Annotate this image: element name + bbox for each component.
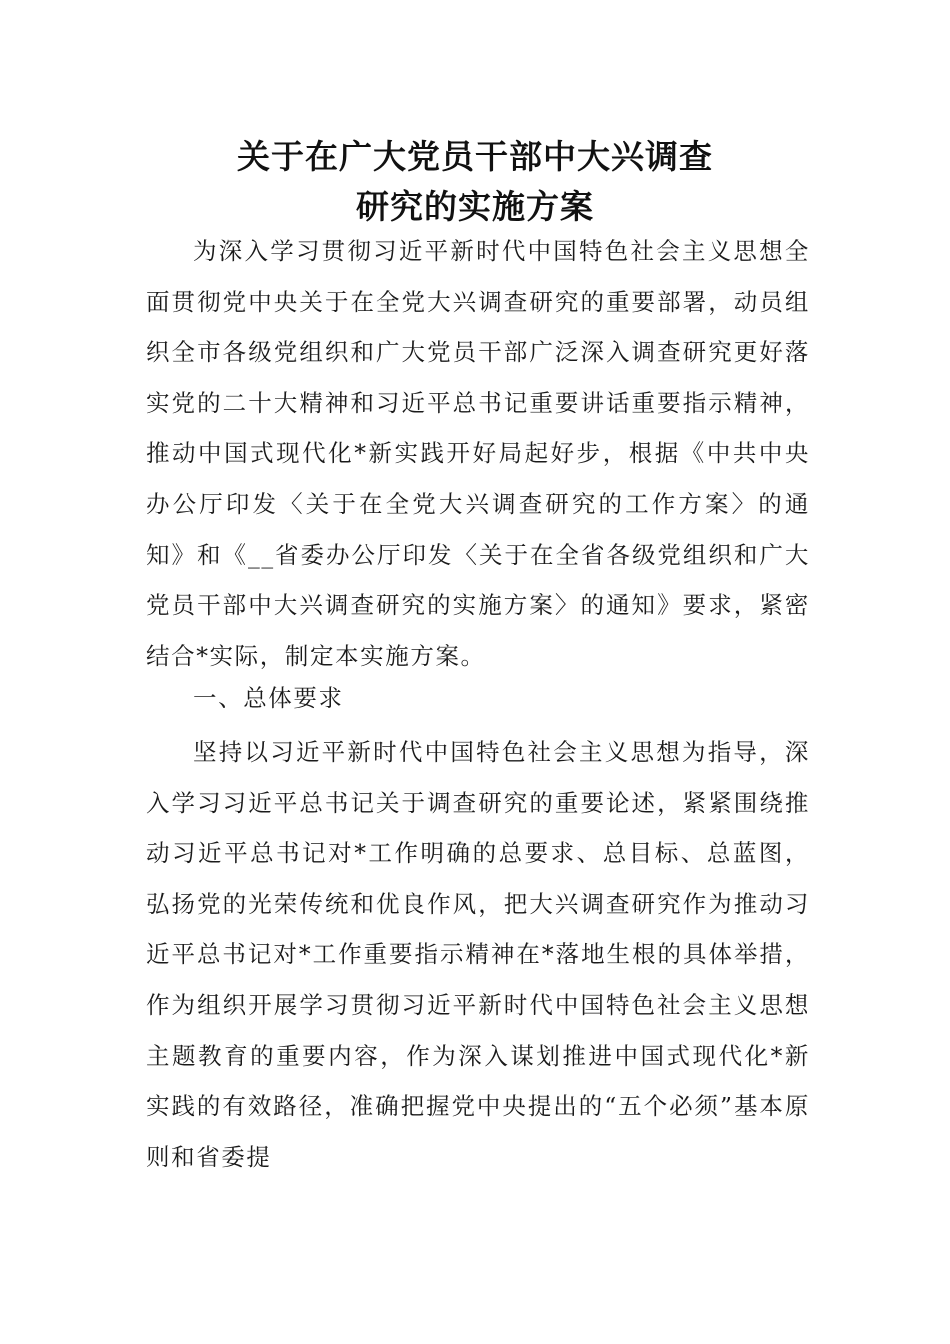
section-1-paragraph: 坚持以习近平新时代中国特色社会主义思想为指导，深入学习习近平总书记关于调查研究的重要论述，紧紧围绕推动习近平总书记对*工作明确的总要求、总目标、总蓝图，弘扬党的光荣传统和优良作风，把大兴调查研究作为推动习近平总书记对*工作重要指示精神在*落地生根的具体举措，作为组织开展学习贯彻习近平新时代中国特色社会主义思想主题教育的重要内容，作为深入谋划推进中国式现代化*新实践的有效路径，准确把握党中央提出的“五个必须”基本原则和省委提 (146, 738, 810, 1171)
section-1-heading: 一、总体要求 (193, 684, 344, 712)
intro-paragraph: 为深入学习贯彻习近平新时代中国特色社会主义思想全面贯彻党中央关于在全党大兴调查研究的重要部署，动员组织全市各级党组织和广大党员干部广泛深入调查研究更好落实党的二十大精神和习近平总书记重要讲话重要指示精神，推动中国式现代化*新实践开好局起好步，根据《中共中央办公厅印发〈关于在全党大兴调查研究的工作方案〉的通知》和《__省委办公厅印发〈关于在全省各级党组织和广大党员干部中大兴调查研究的实施方案〉的通知》要求，紧密结合*实际，制定本实施方案。 (146, 237, 810, 670)
document-title-line-1: 关于在广大党员干部中大兴调查 (237, 137, 713, 176)
document-title-line-2: 研究的实施方案 (356, 187, 594, 226)
